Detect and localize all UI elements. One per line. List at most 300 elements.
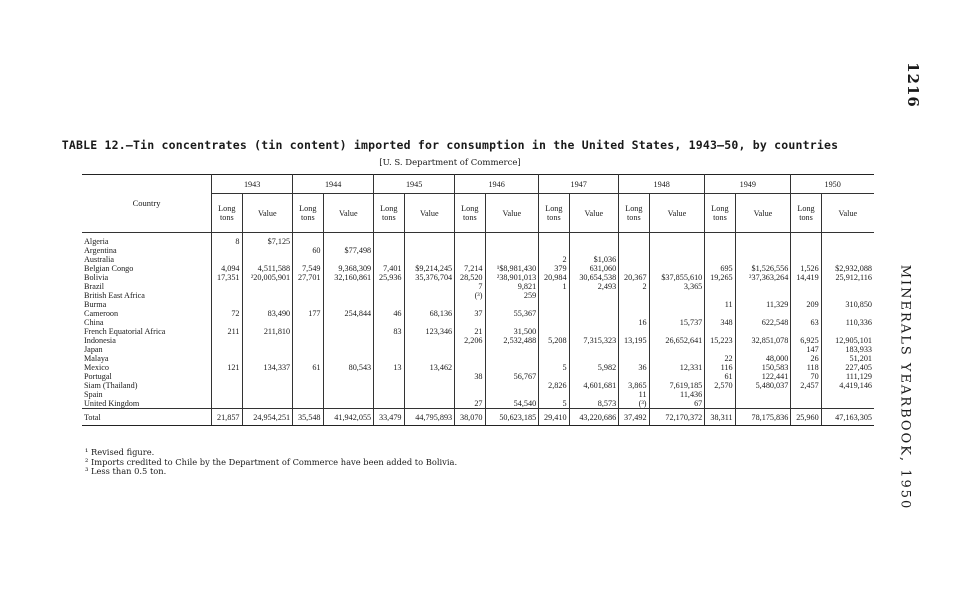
- table-row: [82, 318, 874, 327]
- value-cell: [404, 246, 455, 255]
- value-cell: 11,436: [649, 390, 705, 399]
- table-row: [82, 282, 874, 291]
- long-tons-cell: 13,195: [619, 336, 649, 345]
- long-tons-cell: 26: [791, 354, 821, 363]
- value-cell: [735, 233, 791, 247]
- value-cell: [735, 291, 791, 300]
- value-cell: [242, 390, 293, 399]
- long-tons-cell: [374, 282, 404, 291]
- table-row: [82, 363, 874, 372]
- long-tons-cell: [455, 345, 485, 354]
- long-tons-cell: [705, 255, 735, 264]
- long-tons-cell: [293, 255, 323, 264]
- value-cell: $2,932,088: [821, 264, 874, 273]
- long-tons-cell: 27: [455, 399, 485, 409]
- value-cell: 4,601,681: [569, 381, 619, 390]
- running-head: MINERALS YEARBOOK, 1950: [897, 264, 913, 511]
- value-cell: 32,160,861: [323, 273, 374, 282]
- year-header: 1948: [619, 175, 705, 194]
- total-long-tons-cell: 21,857: [212, 409, 242, 426]
- value-cell: [404, 318, 455, 327]
- value-cell: [485, 300, 539, 309]
- long-tons-cell: 177: [293, 309, 323, 318]
- value-cell: [242, 291, 293, 300]
- long-tons-cell: [455, 381, 485, 390]
- long-tons-cell: [293, 390, 323, 399]
- long-tons-cell: 5,208: [539, 336, 569, 345]
- long-tons-cell: 13: [374, 363, 404, 372]
- long-tons-cell: 5: [539, 399, 569, 409]
- value-cell: $1,526,556: [735, 264, 791, 273]
- long-tons-cell: [455, 300, 485, 309]
- value-cell: [821, 282, 874, 291]
- table-row: [82, 300, 874, 309]
- value-cell: 54,540: [485, 399, 539, 409]
- value-cell: $37,855,610: [649, 273, 705, 282]
- long-tons-cell: [455, 246, 485, 255]
- value-cell: [735, 246, 791, 255]
- long-tons-cell: [539, 233, 569, 247]
- long-tons-cell: [455, 363, 485, 372]
- long-tons-cell: 147: [791, 345, 821, 354]
- value-cell: [821, 327, 874, 336]
- value-cell: [242, 354, 293, 363]
- long-tons-cell: 2: [539, 255, 569, 264]
- table-row: [82, 327, 874, 336]
- value-cell: 150,583: [735, 363, 791, 372]
- country-cell: Japan: [84, 345, 103, 354]
- value-cell: 2,493: [569, 282, 619, 291]
- value-cell: 3,365: [649, 282, 705, 291]
- long-tons-cell: [212, 255, 242, 264]
- value-cell: [649, 291, 705, 300]
- year-header: 1949: [705, 175, 791, 194]
- long-tons-cell: 28,520: [455, 273, 485, 282]
- value-cell: [323, 282, 374, 291]
- long-tons-cell: [293, 354, 323, 363]
- value-cell: [569, 390, 619, 399]
- country-column-header: Country: [82, 175, 212, 233]
- value-cell: 25,912,116: [821, 273, 874, 282]
- long-tons-cell: 121: [212, 363, 242, 372]
- long-tons-cell: [374, 345, 404, 354]
- long-tons-cell: 46: [374, 309, 404, 318]
- long-tons-cell: [619, 309, 649, 318]
- long-tons-cell: 25,936: [374, 273, 404, 282]
- long-tons-cell: 21: [455, 327, 485, 336]
- long-tons-header: Long tons: [293, 194, 323, 233]
- long-tons-header: Long tons: [619, 194, 649, 233]
- long-tons-cell: 348: [705, 318, 735, 327]
- value-cell: [821, 399, 874, 409]
- long-tons-cell: [791, 233, 821, 247]
- long-tons-cell: [374, 300, 404, 309]
- table-title: TABLE 12.—Tin concentrates (tin content) imported for consumption in the United States, 1943–50, by countries: [61, 138, 839, 152]
- long-tons-cell: [539, 291, 569, 300]
- country-cell: Portugal: [84, 372, 112, 381]
- value-cell: 8,573: [569, 399, 619, 409]
- long-tons-cell: [539, 300, 569, 309]
- country-cell: Spain: [84, 390, 103, 399]
- country-cell: Burma: [84, 300, 107, 309]
- value-cell: [323, 233, 374, 247]
- country-cell: Malaya: [84, 354, 109, 363]
- total-long-tons-cell: 33,479: [374, 409, 404, 426]
- long-tons-cell: [539, 390, 569, 399]
- table-row: [82, 390, 874, 399]
- value-header: Value: [485, 194, 539, 233]
- value-cell: [485, 255, 539, 264]
- long-tons-cell: 1: [539, 282, 569, 291]
- long-tons-cell: [455, 390, 485, 399]
- long-tons-cell: [791, 390, 821, 399]
- long-tons-cell: [212, 336, 242, 345]
- value-cell: 123,346: [404, 327, 455, 336]
- footnote: ³ Less than 0.5 ton.: [85, 466, 167, 476]
- long-tons-cell: 72: [212, 309, 242, 318]
- long-tons-cell: [705, 291, 735, 300]
- long-tons-cell: [619, 300, 649, 309]
- total-long-tons-cell: 38,311: [705, 409, 735, 426]
- value-header: Value: [821, 194, 874, 233]
- value-cell: [735, 399, 791, 409]
- long-tons-cell: [374, 255, 404, 264]
- long-tons-cell: 20,984: [539, 273, 569, 282]
- value-cell: 32,851,078: [735, 336, 791, 345]
- long-tons-cell: 1,526: [791, 264, 821, 273]
- value-cell: [569, 300, 619, 309]
- value-cell: $77,498: [323, 246, 374, 255]
- long-tons-header: Long tons: [705, 194, 735, 233]
- value-cell: [735, 327, 791, 336]
- value-cell: [735, 309, 791, 318]
- long-tons-cell: 8: [212, 233, 242, 247]
- value-cell: [485, 363, 539, 372]
- value-cell: [323, 345, 374, 354]
- value-cell: [323, 336, 374, 345]
- value-cell: [569, 327, 619, 336]
- country-cell: Bolivia: [84, 273, 109, 282]
- value-cell: [404, 336, 455, 345]
- total-value-cell: 24,954,251: [242, 409, 293, 426]
- value-cell: 9,368,309: [323, 264, 374, 273]
- value-cell: [649, 246, 705, 255]
- value-cell: [649, 264, 705, 273]
- value-cell: [569, 354, 619, 363]
- value-cell: 7,619,185: [649, 381, 705, 390]
- value-cell: [404, 291, 455, 300]
- country-cell: China: [84, 318, 104, 327]
- value-cell: 2,532,488: [485, 336, 539, 345]
- long-tons-cell: [374, 372, 404, 381]
- long-tons-cell: [539, 354, 569, 363]
- long-tons-cell: [374, 381, 404, 390]
- footnotes: [85, 448, 785, 477]
- long-tons-cell: 4,094: [212, 264, 242, 273]
- footnote: ¹ Revised figure.: [85, 447, 155, 457]
- long-tons-cell: [374, 336, 404, 345]
- value-cell: 31,500: [485, 327, 539, 336]
- long-tons-cell: [705, 345, 735, 354]
- long-tons-cell: 116: [705, 363, 735, 372]
- long-tons-cell: [212, 318, 242, 327]
- value-cell: 110,336: [821, 318, 874, 327]
- long-tons-cell: [619, 354, 649, 363]
- long-tons-cell: [619, 345, 649, 354]
- long-tons-header: Long tons: [791, 194, 821, 233]
- value-cell: [242, 318, 293, 327]
- value-cell: [404, 381, 455, 390]
- value-cell: 30,654,538: [569, 273, 619, 282]
- value-cell: [569, 372, 619, 381]
- value-cell: [821, 233, 874, 247]
- long-tons-cell: [705, 233, 735, 247]
- long-tons-cell: (³): [455, 291, 485, 300]
- value-cell: [569, 246, 619, 255]
- value-cell: 26,652,641: [649, 336, 705, 345]
- value-cell: [404, 390, 455, 399]
- value-cell: [323, 390, 374, 399]
- value-cell: [242, 336, 293, 345]
- value-cell: [242, 381, 293, 390]
- value-cell: 5,982: [569, 363, 619, 372]
- long-tons-cell: [212, 399, 242, 409]
- long-tons-cell: 6,925: [791, 336, 821, 345]
- value-cell: 622,548: [735, 318, 791, 327]
- table-row: [82, 372, 874, 381]
- value-cell: [649, 300, 705, 309]
- long-tons-cell: [374, 291, 404, 300]
- long-tons-cell: [705, 327, 735, 336]
- country-cell: Cameroon: [84, 309, 119, 318]
- value-cell: 12,905,101: [821, 336, 874, 345]
- value-cell: 80,543: [323, 363, 374, 372]
- value-cell: [404, 233, 455, 247]
- value-cell: [404, 399, 455, 409]
- value-cell: 48,000: [735, 354, 791, 363]
- long-tons-cell: 22: [705, 354, 735, 363]
- value-cell: [323, 399, 374, 409]
- value-header: Value: [569, 194, 619, 233]
- value-cell: [821, 246, 874, 255]
- long-tons-cell: 2,206: [455, 336, 485, 345]
- table-row: [82, 291, 874, 300]
- long-tons-cell: [791, 309, 821, 318]
- long-tons-cell: [705, 399, 735, 409]
- long-tons-cell: [212, 246, 242, 255]
- table-row: [82, 233, 874, 247]
- value-cell: 310,850: [821, 300, 874, 309]
- value-cell: [821, 390, 874, 399]
- long-tons-cell: 118: [791, 363, 821, 372]
- tin-imports-table: [82, 174, 874, 426]
- long-tons-cell: [293, 291, 323, 300]
- long-tons-cell: 27,701: [293, 273, 323, 282]
- long-tons-cell: [539, 372, 569, 381]
- value-cell: [735, 345, 791, 354]
- value-cell: 83,490: [242, 309, 293, 318]
- table-container: [82, 174, 874, 426]
- long-tons-cell: [374, 390, 404, 399]
- long-tons-cell: [455, 354, 485, 363]
- value-cell: 183,933: [821, 345, 874, 354]
- value-cell: $1,036: [569, 255, 619, 264]
- long-tons-cell: [791, 255, 821, 264]
- page-number: 1216: [903, 62, 922, 108]
- value-cell: 4,419,146: [821, 381, 874, 390]
- long-tons-cell: 38: [455, 372, 485, 381]
- long-tons-cell: 11: [705, 300, 735, 309]
- value-cell: 227,405: [821, 363, 874, 372]
- long-tons-cell: [374, 399, 404, 409]
- long-tons-cell: [212, 282, 242, 291]
- country-cell: Brazil: [84, 282, 105, 291]
- long-tons-cell: [293, 282, 323, 291]
- long-tons-cell: 14,419: [791, 273, 821, 282]
- long-tons-cell: [705, 390, 735, 399]
- value-cell: [485, 318, 539, 327]
- long-tons-cell: [791, 282, 821, 291]
- long-tons-cell: [619, 233, 649, 247]
- total-value-cell: 43,220,686: [569, 409, 619, 426]
- value-cell: [404, 300, 455, 309]
- long-tons-cell: [374, 354, 404, 363]
- total-value-cell: 78,175,836: [735, 409, 791, 426]
- country-cell: British East Africa: [84, 291, 145, 300]
- year-header: 1947: [539, 175, 619, 194]
- total-long-tons-cell: 25,960: [791, 409, 821, 426]
- table-source: [U. S. Department of Commerce]: [379, 158, 521, 168]
- long-tons-cell: [293, 336, 323, 345]
- total-long-tons-cell: 38,070: [455, 409, 485, 426]
- country-cell: Australia: [84, 255, 115, 264]
- long-tons-cell: [293, 318, 323, 327]
- value-cell: [242, 372, 293, 381]
- long-tons-cell: 15,223: [705, 336, 735, 345]
- long-tons-cell: 379: [539, 264, 569, 273]
- long-tons-cell: 36: [619, 363, 649, 372]
- long-tons-cell: 7: [455, 282, 485, 291]
- value-cell: [569, 345, 619, 354]
- total-long-tons-cell: 37,492: [619, 409, 649, 426]
- value-cell: [569, 309, 619, 318]
- table-row: [82, 354, 874, 363]
- value-cell: [242, 282, 293, 291]
- value-cell: [485, 233, 539, 247]
- value-cell: [569, 291, 619, 300]
- value-cell: $7,125: [242, 233, 293, 247]
- long-tons-cell: 20,367: [619, 273, 649, 282]
- country-cell: Argentina: [84, 246, 117, 255]
- value-cell: [569, 233, 619, 247]
- table-row: [82, 336, 874, 345]
- total-long-tons-cell: 29,410: [539, 409, 569, 426]
- long-tons-cell: [539, 318, 569, 327]
- value-cell: [821, 255, 874, 264]
- value-cell: ²20,005,901: [242, 273, 293, 282]
- long-tons-cell: 61: [705, 372, 735, 381]
- long-tons-cell: [293, 399, 323, 409]
- long-tons-cell: [293, 345, 323, 354]
- long-tons-cell: [619, 327, 649, 336]
- value-cell: [323, 300, 374, 309]
- value-cell: [821, 309, 874, 318]
- year-header: 1943: [212, 175, 293, 194]
- long-tons-cell: 37: [455, 309, 485, 318]
- country-cell: Siam (Thailand): [84, 381, 138, 390]
- value-cell: [485, 345, 539, 354]
- value-cell: [404, 282, 455, 291]
- value-cell: 631,060: [569, 264, 619, 273]
- value-header: Value: [735, 194, 791, 233]
- total-value-cell: 72,170,372: [649, 409, 705, 426]
- total-value-cell: 50,623,185: [485, 409, 539, 426]
- long-tons-cell: 2,570: [705, 381, 735, 390]
- long-tons-cell: [791, 246, 821, 255]
- footnote: ² Imports credited to Chile by the Department of Commerce have been added to Bolivia.: [85, 456, 458, 467]
- total-value-cell: 41,942,055: [323, 409, 374, 426]
- value-cell: [649, 345, 705, 354]
- long-tons-cell: [705, 246, 735, 255]
- value-cell: ²38,901,013: [485, 273, 539, 282]
- long-tons-cell: [619, 264, 649, 273]
- country-cell: French Equatorial Africa: [84, 327, 166, 336]
- value-cell: [735, 255, 791, 264]
- long-tons-cell: 2,826: [539, 381, 569, 390]
- value-header: Value: [242, 194, 293, 233]
- value-cell: 211,810: [242, 327, 293, 336]
- value-cell: [242, 399, 293, 409]
- long-tons-cell: 60: [293, 246, 323, 255]
- long-tons-cell: [539, 327, 569, 336]
- value-cell: ²37,363,264: [735, 273, 791, 282]
- value-cell: [242, 255, 293, 264]
- long-tons-cell: 695: [705, 264, 735, 273]
- long-tons-cell: 7,214: [455, 264, 485, 273]
- value-cell: [323, 354, 374, 363]
- long-tons-cell: [455, 255, 485, 264]
- table-row: [82, 255, 874, 264]
- long-tons-cell: 209: [791, 300, 821, 309]
- value-cell: [649, 309, 705, 318]
- value-cell: [242, 300, 293, 309]
- long-tons-cell: [293, 327, 323, 336]
- value-cell: 68,136: [404, 309, 455, 318]
- table-row: [82, 264, 874, 273]
- value-cell: [485, 246, 539, 255]
- long-tons-cell: 17,351: [212, 273, 242, 282]
- value-cell: [404, 354, 455, 363]
- value-cell: [323, 327, 374, 336]
- table-row: [82, 345, 874, 354]
- long-tons-cell: [212, 300, 242, 309]
- long-tons-cell: [374, 246, 404, 255]
- value-cell: [323, 372, 374, 381]
- long-tons-cell: [791, 399, 821, 409]
- long-tons-cell: 83: [374, 327, 404, 336]
- value-cell: 12,331: [649, 363, 705, 372]
- value-cell: ¹$8,981,430: [485, 264, 539, 273]
- value-cell: [242, 246, 293, 255]
- value-cell: [485, 390, 539, 399]
- value-header: Value: [649, 194, 705, 233]
- long-tons-cell: 19,265: [705, 273, 735, 282]
- year-header: 1944: [293, 175, 374, 194]
- long-tons-header: Long tons: [212, 194, 242, 233]
- long-tons-cell: 16: [619, 318, 649, 327]
- long-tons-header: Long tons: [539, 194, 569, 233]
- total-value-cell: 47,163,305: [821, 409, 874, 426]
